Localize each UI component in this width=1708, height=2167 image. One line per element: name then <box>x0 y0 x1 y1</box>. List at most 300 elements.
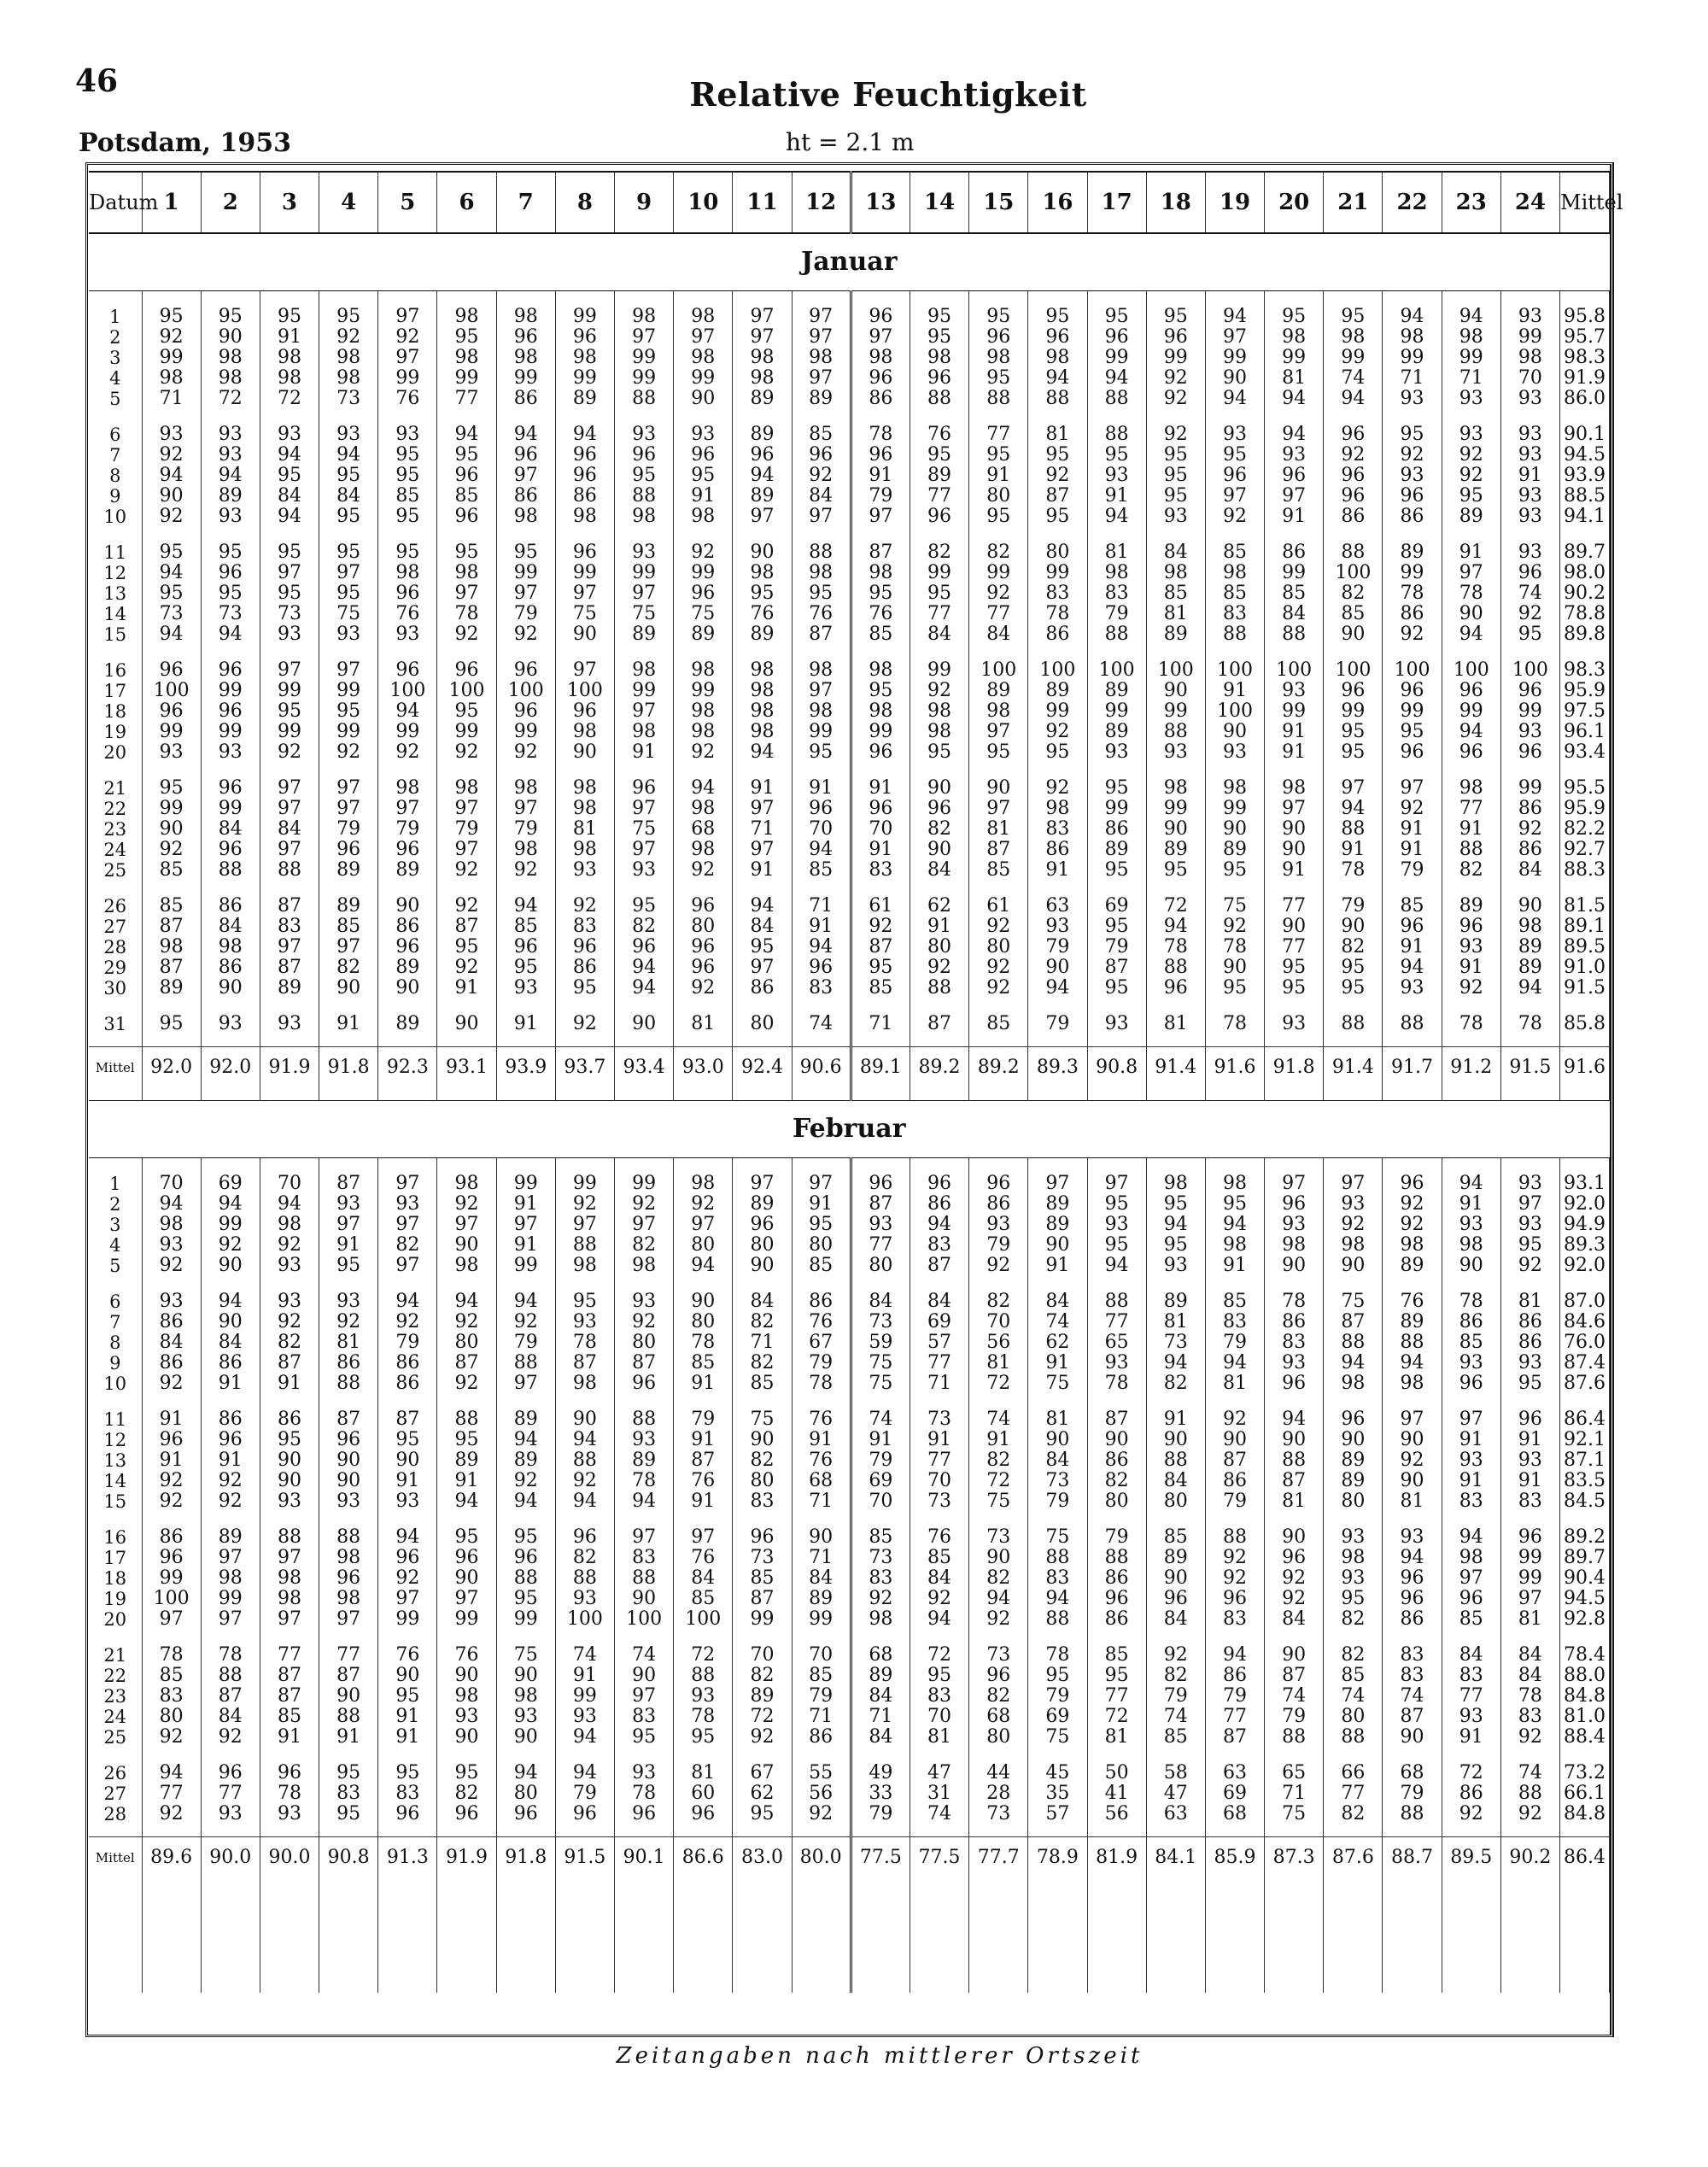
humidity-cell: 85 <box>1146 1727 1205 1748</box>
humidity-cell: 97 <box>496 466 555 486</box>
humidity-cell: 94 <box>1324 799 1383 819</box>
humidity-cell: 58 <box>1146 1763 1205 1783</box>
humidity-cell: 98 <box>437 1256 496 1276</box>
humidity-cell: 95 <box>969 507 1028 527</box>
header-hour-19: 19 <box>1205 172 1264 233</box>
table-row <box>89 445 1610 466</box>
spacer-cell <box>910 1512 968 1527</box>
header-hour-24: 24 <box>1500 172 1559 233</box>
humidity-cell: 95 <box>1028 507 1087 527</box>
humidity-cell: 87 <box>319 1666 378 1686</box>
spacer-cell <box>1146 527 1205 542</box>
day-number: 15 <box>89 624 142 645</box>
day-mean-cell: 97.5 <box>1560 701 1610 722</box>
humidity-cell: 97 <box>615 799 674 819</box>
humidity-cell: 90 <box>733 1256 792 1276</box>
humidity-cell: 88 <box>1087 389 1146 409</box>
spacer-cell <box>1442 1512 1500 1527</box>
humidity-cell: 79 <box>1087 604 1146 624</box>
humidity-cell: 96 <box>319 840 378 860</box>
humidity-cell: 94 <box>792 840 851 860</box>
humidity-cell: 97 <box>615 327 674 348</box>
humidity-cell: 93 <box>851 1215 910 1235</box>
humidity-cell: 90 <box>674 1291 733 1312</box>
humidity-cell: 72 <box>910 1645 968 1666</box>
spacer-cell <box>1087 1394 1146 1409</box>
spacer-cell <box>1028 409 1087 425</box>
spacer-cell <box>319 1394 378 1409</box>
humidity-cell: 93 <box>1442 389 1500 409</box>
humidity-cell: 92 <box>496 1312 555 1332</box>
humidity-cell: 93 <box>1442 1707 1500 1727</box>
humidity-cell: 97 <box>615 1686 674 1707</box>
humidity-cell: 91 <box>319 1727 378 1748</box>
day-mean-cell: 93.4 <box>1560 742 1610 763</box>
humidity-cell: 86 <box>1205 1666 1264 1686</box>
humidity-cell: 96 <box>1383 1568 1442 1589</box>
humidity-cell: 90 <box>1087 1430 1146 1450</box>
humidity-cell: 97 <box>674 1527 733 1548</box>
humidity-cell: 95 <box>1087 978 1146 999</box>
spacer-cell <box>1028 527 1087 542</box>
humidity-cell: 90 <box>1205 368 1264 389</box>
spacer-cell <box>1383 409 1442 425</box>
humidity-cell: 98 <box>555 348 614 368</box>
humidity-cell: 96 <box>1265 1194 1324 1215</box>
spacer-row <box>89 1878 1610 1890</box>
day-number: 5 <box>89 389 142 409</box>
humidity-cell: 95 <box>1087 1666 1146 1686</box>
spacer-cell <box>733 1748 792 1763</box>
humidity-cell: 72 <box>1442 1763 1500 1783</box>
humidity-cell: 96 <box>1324 681 1383 701</box>
humidity-cell: 97 <box>792 368 851 389</box>
humidity-cell: 87 <box>1324 1312 1383 1332</box>
humidity-cell: 90 <box>1146 1568 1205 1589</box>
spacer-row <box>89 409 1610 425</box>
humidity-cell: 95 <box>1146 307 1205 327</box>
humidity-cell: 98 <box>674 722 733 742</box>
humidity-cell: 84 <box>792 1568 851 1589</box>
humidity-cell: 92 <box>496 742 555 763</box>
spacer-cell <box>1560 1890 1610 1993</box>
humidity-cell: 87 <box>378 1409 437 1430</box>
humidity-cell: 98 <box>1205 1235 1264 1256</box>
humidity-cell: 92 <box>319 327 378 348</box>
humidity-cell: 93 <box>437 1707 496 1727</box>
humidity-cell: 98 <box>1442 1548 1500 1568</box>
hour-mean-cell: 77.5 <box>851 1837 910 1879</box>
humidity-cell: 97 <box>437 799 496 819</box>
humidity-cell: 76 <box>733 604 792 624</box>
spacer-cell <box>792 645 851 660</box>
humidity-cell: 99 <box>1028 563 1087 583</box>
table-row <box>89 466 1610 486</box>
humidity-cell: 100 <box>1500 660 1559 681</box>
humidity-cell: 89 <box>733 389 792 409</box>
spacer-cell <box>1442 645 1500 660</box>
humidity-cell: 83 <box>319 1783 378 1804</box>
humidity-cell: 95 <box>142 542 201 563</box>
humidity-cell: 96 <box>378 937 437 958</box>
humidity-cell: 76 <box>378 1645 437 1666</box>
humidity-cell: 95 <box>1205 860 1264 881</box>
hour-mean-cell: 91.8 <box>1265 1047 1324 1089</box>
spacer-cell <box>142 1394 201 1409</box>
spacer-cell <box>792 1088 851 1101</box>
humidity-cell: 97 <box>496 1215 555 1235</box>
spacer-cell <box>1265 527 1324 542</box>
humidity-cell: 82 <box>1324 1804 1383 1824</box>
humidity-cell: 62 <box>733 1783 792 1804</box>
humidity-cell: 84 <box>910 624 968 645</box>
humidity-cell: 100 <box>1442 660 1500 681</box>
spacer-cell <box>1560 1034 1610 1047</box>
humidity-cell: 96 <box>378 1804 437 1824</box>
humidity-cell: 86 <box>142 1527 201 1548</box>
humidity-cell: 95 <box>1205 1194 1264 1215</box>
humidity-cell: 82 <box>378 1235 437 1256</box>
humidity-cell: 78 <box>1500 1014 1559 1034</box>
humidity-cell: 86 <box>1028 840 1087 860</box>
humidity-cell: 99 <box>1500 701 1559 722</box>
humidity-cell: 97 <box>260 660 319 681</box>
humidity-cell: 80 <box>733 1014 792 1034</box>
humidity-cell: 89 <box>1324 1450 1383 1471</box>
humidity-cell: 96 <box>1500 742 1559 763</box>
humidity-cell: 87 <box>260 958 319 978</box>
humidity-cell: 67 <box>733 1763 792 1783</box>
day-number: 12 <box>89 563 142 583</box>
day-number: 25 <box>89 860 142 881</box>
humidity-cell: 94 <box>1383 1548 1442 1568</box>
humidity-cell: 89 <box>378 860 437 881</box>
spacer-cell <box>792 1034 851 1047</box>
humidity-cell: 99 <box>792 1609 851 1630</box>
humidity-cell: 98 <box>733 722 792 742</box>
humidity-cell: 87 <box>437 917 496 937</box>
humidity-cell: 80 <box>1324 1491 1383 1512</box>
spacer-cell <box>733 1394 792 1409</box>
humidity-cell: 83 <box>733 1491 792 1512</box>
humidity-cell: 94 <box>142 1763 201 1783</box>
humidity-cell: 99 <box>496 1609 555 1630</box>
humidity-cell: 76 <box>674 1548 733 1568</box>
spacer-cell <box>910 1878 968 1890</box>
header-hour-7: 7 <box>496 172 555 233</box>
day-mean-cell: 91.0 <box>1560 958 1610 978</box>
spacer-cell <box>674 1088 733 1101</box>
spacer-row <box>89 1824 1610 1837</box>
humidity-cell: 98 <box>851 701 910 722</box>
spacer-cell <box>851 881 910 896</box>
humidity-cell: 82 <box>615 1235 674 1256</box>
day-number: 10 <box>89 507 142 527</box>
humidity-cell: 87 <box>260 1686 319 1707</box>
humidity-cell: 89 <box>1205 840 1264 860</box>
humidity-cell: 72 <box>733 1707 792 1727</box>
spacer-cell <box>792 999 851 1014</box>
humidity-cell: 56 <box>1087 1804 1146 1824</box>
humidity-cell: 86 <box>201 958 260 978</box>
spacer-cell <box>674 763 733 778</box>
humidity-cell: 91 <box>1265 742 1324 763</box>
humidity-cell: 71 <box>792 1707 851 1727</box>
humidity-cell: 93 <box>260 1291 319 1312</box>
humidity-cell: 79 <box>1028 1491 1087 1512</box>
humidity-cell: 92 <box>1205 917 1264 937</box>
spacer-cell <box>496 1878 555 1890</box>
humidity-cell: 95 <box>674 466 733 486</box>
humidity-cell: 91 <box>1442 542 1500 563</box>
spacer-cell <box>851 1088 910 1101</box>
humidity-cell: 97 <box>496 1373 555 1394</box>
humidity-cell: 97 <box>792 507 851 527</box>
humidity-cell: 78 <box>792 1373 851 1394</box>
humidity-cell: 98 <box>1442 327 1500 348</box>
humidity-cell: 92 <box>437 624 496 645</box>
humidity-cell: 93 <box>615 542 674 563</box>
humidity-cell: 81 <box>1500 1291 1559 1312</box>
humidity-cell: 97 <box>733 307 792 327</box>
humidity-cell: 72 <box>1087 1707 1146 1727</box>
humidity-cell: 89 <box>1324 1471 1383 1491</box>
humidity-cell: 95 <box>1265 958 1324 978</box>
spacer-cell <box>733 409 792 425</box>
humidity-cell: 93 <box>1500 389 1559 409</box>
day-mean-cell: 95.9 <box>1560 799 1610 819</box>
day-mean-cell: 92.0 <box>1560 1194 1610 1215</box>
humidity-cell: 74 <box>1265 1686 1324 1707</box>
humidity-cell: 72 <box>1146 896 1205 917</box>
humidity-cell: 81 <box>1028 1409 1087 1430</box>
humidity-cell: 86 <box>1500 1332 1559 1353</box>
spacer-cell <box>378 527 437 542</box>
spacer-cell <box>910 291 968 307</box>
hour-mean-cell: 89.2 <box>969 1047 1028 1089</box>
humidity-cell: 68 <box>851 1645 910 1666</box>
humidity-cell: 95 <box>142 583 201 604</box>
humidity-cell: 98 <box>615 722 674 742</box>
humidity-cell: 92 <box>201 1491 260 1512</box>
humidity-cell: 89 <box>260 978 319 999</box>
humidity-cell: 84 <box>1500 1645 1559 1666</box>
humidity-cell: 91 <box>1146 1409 1205 1430</box>
humidity-cell: 94 <box>1442 1174 1500 1194</box>
humidity-cell: 95 <box>969 307 1028 327</box>
day-number: 23 <box>89 1686 142 1707</box>
humidity-cell: 98 <box>201 348 260 368</box>
humidity-cell: 77 <box>1265 896 1324 917</box>
spacer-cell <box>1087 763 1146 778</box>
humidity-cell: 95 <box>1265 978 1324 999</box>
humidity-cell: 99 <box>260 722 319 742</box>
header-hour-22: 22 <box>1383 172 1442 233</box>
humidity-cell: 97 <box>437 1215 496 1235</box>
spacer-row <box>89 1748 1610 1763</box>
spacer-cell <box>496 999 555 1014</box>
spacer-cell <box>792 291 851 307</box>
spacer-cell <box>496 409 555 425</box>
humidity-cell: 81 <box>1028 425 1087 445</box>
humidity-cell: 79 <box>496 819 555 840</box>
spacer-cell <box>201 1088 260 1101</box>
humidity-cell: 91 <box>674 486 733 507</box>
hour-mean-cell: 80.0 <box>792 1837 851 1879</box>
spacer-cell <box>733 1512 792 1527</box>
spacer-cell <box>437 1276 496 1291</box>
month-heading-row <box>89 1101 1610 1158</box>
humidity-cell: 91 <box>792 778 851 799</box>
humidity-cell: 97 <box>1205 486 1264 507</box>
humidity-cell: 98 <box>1324 1373 1383 1394</box>
humidity-cell: 96 <box>142 1548 201 1568</box>
day-number: 9 <box>89 1353 142 1373</box>
humidity-cell: 88 <box>260 1527 319 1548</box>
humidity-cell: 100 <box>378 681 437 701</box>
day-number: 17 <box>89 1548 142 1568</box>
table-row <box>89 1548 1610 1568</box>
humidity-cell: 90 <box>319 1450 378 1471</box>
humidity-cell: 99 <box>437 722 496 742</box>
hour-mean-cell: 87.3 <box>1265 1837 1324 1879</box>
humidity-cell: 73 <box>1028 1471 1087 1491</box>
humidity-cell: 88 <box>1028 389 1087 409</box>
humidity-cell: 98 <box>319 368 378 389</box>
humidity-cell: 90 <box>555 624 614 645</box>
humidity-cell: 93 <box>1500 722 1559 742</box>
humidity-cell: 99 <box>1383 348 1442 368</box>
humidity-cell: 82 <box>555 1548 614 1568</box>
spacer-cell <box>674 1034 733 1047</box>
humidity-cell: 79 <box>437 819 496 840</box>
humidity-cell: 89 <box>969 681 1028 701</box>
table-row <box>89 860 1610 881</box>
humidity-cell: 97 <box>969 722 1028 742</box>
humidity-cell: 95 <box>437 445 496 466</box>
humidity-cell: 94 <box>201 624 260 645</box>
humidity-cell: 87 <box>792 624 851 645</box>
spacer-cell <box>1087 527 1146 542</box>
spacer-cell <box>142 1276 201 1291</box>
humidity-cell: 85 <box>792 860 851 881</box>
humidity-cell: 92 <box>142 840 201 860</box>
spacer-cell <box>89 1088 142 1101</box>
spacer-cell <box>851 1394 910 1409</box>
humidity-cell: 99 <box>1087 348 1146 368</box>
table-row <box>89 958 1610 978</box>
humidity-cell: 84 <box>142 1332 201 1353</box>
humidity-cell: 95 <box>1087 778 1146 799</box>
spacer-cell <box>1146 409 1205 425</box>
spacer-cell <box>1265 1630 1324 1645</box>
humidity-cell: 96 <box>733 1527 792 1548</box>
humidity-cell: 99 <box>142 1568 201 1589</box>
humidity-cell: 90 <box>1324 1430 1383 1450</box>
humidity-cell: 94 <box>1146 917 1205 937</box>
spacer-cell <box>555 1630 614 1645</box>
humidity-cell: 79 <box>1205 1332 1264 1353</box>
table-row <box>89 1174 1610 1194</box>
spacer-cell <box>142 291 201 307</box>
humidity-cell: 86 <box>1028 624 1087 645</box>
day-mean-cell: 84.6 <box>1560 1312 1610 1332</box>
humidity-cell: 93 <box>319 1194 378 1215</box>
humidity-cell: 95 <box>378 466 437 486</box>
humidity-cell: 98 <box>437 348 496 368</box>
humidity-cell: 97 <box>378 1256 437 1276</box>
hour-mean-cell: 91.9 <box>260 1047 319 1089</box>
humidity-cell: 98 <box>910 701 968 722</box>
spacer-cell <box>969 763 1028 778</box>
month-heading-row <box>89 233 1610 291</box>
humidity-cell: 95 <box>969 742 1028 763</box>
spacer-row <box>89 1158 1610 1174</box>
humidity-cell: 96 <box>674 1804 733 1824</box>
humidity-cell: 85 <box>142 896 201 917</box>
humidity-cell: 88 <box>1146 1450 1205 1471</box>
humidity-cell: 98 <box>910 722 968 742</box>
humidity-cell: 69 <box>201 1174 260 1194</box>
spacer-cell <box>1442 1630 1500 1645</box>
humidity-cell: 87 <box>1383 1707 1442 1727</box>
humidity-cell: 88 <box>615 486 674 507</box>
hour-mean-cell: 91.4 <box>1146 1047 1205 1089</box>
humidity-cell: 90 <box>674 389 733 409</box>
humidity-cell: 87 <box>910 1256 968 1276</box>
humidity-cell: 95 <box>1087 307 1146 327</box>
spacer-cell <box>674 527 733 542</box>
spacer-cell <box>555 291 614 307</box>
humidity-cell: 88 <box>319 1707 378 1727</box>
humidity-cell: 88 <box>1028 1609 1087 1630</box>
humidity-cell: 88 <box>1324 542 1383 563</box>
humidity-cell: 62 <box>910 896 968 917</box>
humidity-cell: 93 <box>319 624 378 645</box>
humidity-cell: 77 <box>1442 799 1500 819</box>
humidity-cell: 78 <box>1500 1686 1559 1707</box>
humidity-cell: 86 <box>1383 604 1442 624</box>
spacer-cell <box>1205 1158 1264 1174</box>
humidity-cell: 96 <box>1500 563 1559 583</box>
month-name: Januar <box>89 233 1610 291</box>
humidity-cell: 89 <box>792 1589 851 1609</box>
hour-mean-cell: 90.6 <box>792 1047 851 1089</box>
humidity-cell: 78 <box>615 1783 674 1804</box>
humidity-cell: 97 <box>792 681 851 701</box>
spacer-cell <box>1442 999 1500 1014</box>
humidity-cell: 98 <box>674 660 733 681</box>
humidity-cell: 89 <box>378 1014 437 1034</box>
humidity-cell: 91 <box>1028 1256 1087 1276</box>
humidity-cell: 89 <box>1442 507 1500 527</box>
humidity-cell: 99 <box>1265 563 1324 583</box>
humidity-cell: 95 <box>496 542 555 563</box>
humidity-cell: 75 <box>1265 1804 1324 1824</box>
humidity-cell: 80 <box>969 486 1028 507</box>
humidity-cell: 93 <box>1500 1174 1559 1194</box>
humidity-cell: 99 <box>378 1609 437 1630</box>
humidity-cell: 99 <box>674 368 733 389</box>
humidity-cell: 88 <box>260 860 319 881</box>
spacer-cell <box>142 1158 201 1174</box>
day-mean-cell: 89.7 <box>1560 1548 1610 1568</box>
humidity-cell: 87 <box>260 1353 319 1373</box>
humidity-cell: 96 <box>378 1548 437 1568</box>
spacer-cell <box>674 1890 733 1993</box>
humidity-cell: 92 <box>792 466 851 486</box>
humidity-cell: 82 <box>733 1666 792 1686</box>
